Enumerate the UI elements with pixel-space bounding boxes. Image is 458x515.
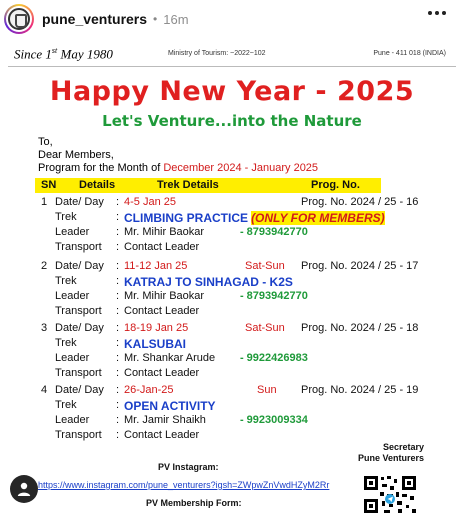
phone-number: 8793942770 (246, 226, 308, 238)
phone-number: 9922426983 (246, 352, 308, 364)
trek-leader-row (35, 226, 435, 240)
intro-dear: Dear Members, (38, 149, 114, 161)
colon: : (116, 305, 120, 317)
headline-title: Happy New Year - 2025 (49, 76, 415, 107)
trek-name: KALSUBAI (124, 337, 186, 351)
phone-number: 8793942770 (246, 290, 308, 302)
colon: : (116, 414, 120, 426)
trek-prog-no: Prog. No. 2024 / 25 - 16 (301, 196, 419, 208)
colon: : (116, 241, 120, 253)
dash: - (240, 226, 244, 238)
user-profile-button[interactable] (10, 475, 38, 503)
dash: - (240, 352, 244, 364)
instagram-link[interactable]: https://www.instagram.com/pune_venturers?igsh=ZWpwZnVwdHZyM2Rr (38, 480, 330, 490)
label-trek: Trek (55, 399, 77, 411)
trek-leader-row (35, 352, 435, 366)
since-date (14, 46, 113, 62)
trek-date-row (35, 322, 435, 336)
trek-sn: 3 (41, 322, 48, 334)
qr-code-graphic (362, 474, 418, 515)
label-transport: Transport (55, 241, 102, 253)
colon: : (116, 275, 120, 287)
user-icon (16, 481, 32, 497)
letterhead (8, 46, 456, 64)
signature-block (358, 442, 424, 464)
trek-leader: Mr. Shankar Arude (124, 352, 216, 364)
label-transport: Transport (55, 367, 102, 379)
more-dot (442, 11, 446, 15)
colon: : (116, 337, 120, 349)
label-date-day: Date/ Day (55, 384, 104, 396)
label-leader: Leader (55, 352, 90, 364)
pv-instagram-label: PV Instagram: (158, 462, 219, 472)
label-date-day: Date/ Day (55, 196, 104, 208)
trek-date-row (35, 196, 435, 210)
since-rest: May 1980 (57, 46, 113, 62)
colon: : (116, 399, 120, 411)
trek-phone[interactable] (240, 290, 308, 302)
header-trek-details: Trek Details (157, 179, 219, 191)
label-transport: Transport (55, 429, 102, 441)
trek-transport: Contact Leader (124, 305, 200, 317)
label-trek: Trek (55, 275, 77, 287)
trek-prog-no: Prog. No. 2024 / 25 - 19 (301, 384, 419, 396)
trek-transport: Contact Leader (124, 241, 200, 253)
letterhead-divider (8, 66, 456, 67)
pv-membership-label: PV Membership Form: (146, 498, 242, 508)
colon: : (116, 226, 120, 238)
trek-sn: 4 (41, 384, 48, 396)
trek-date: 11-12 Jan 25 (124, 260, 188, 272)
avatar[interactable] (4, 4, 34, 34)
trek-day: Sat-Sun (245, 260, 285, 272)
colon: : (116, 322, 120, 334)
trek-leader: Mr. Mihir Baokar (124, 226, 205, 238)
club-logo-icon (8, 8, 30, 30)
header-details: Details (79, 179, 116, 191)
colon: : (116, 352, 120, 364)
trek-date: 18-19 Jan 25 (124, 322, 189, 334)
story-header (0, 0, 458, 38)
trek-sn: 1 (41, 196, 48, 208)
org-name: Pune Venturers (357, 453, 424, 463)
trek-transport-row (35, 429, 435, 443)
trek-name-wrap (124, 211, 385, 225)
trek-leader-row (35, 290, 435, 304)
trek-day: Sun (257, 384, 277, 396)
colon: : (116, 196, 120, 208)
trek-entry-3 (35, 322, 435, 382)
program-poster (8, 42, 456, 515)
since-text: Since 1 (14, 46, 52, 62)
trek-transport: Contact Leader (124, 429, 200, 441)
header-sn: SN (41, 179, 57, 191)
trek-date: 4-5 Jan 25 (124, 196, 176, 208)
trek-name: CLIMBING PRACTICE (124, 211, 248, 225)
trek-leader: Mr. Mihir Baokar (124, 290, 205, 302)
colon: : (116, 260, 120, 272)
qr-code-icon (362, 474, 418, 515)
label-transport: Transport (55, 305, 102, 317)
trek-leader: Mr. Jamir Shaikh (124, 414, 206, 426)
headline-tagline: Let's Venture...into the Nature (102, 112, 362, 130)
colon: : (116, 211, 120, 223)
label-trek: Trek (55, 337, 77, 349)
trek-name-row (35, 337, 435, 351)
trek-transport-row (35, 305, 435, 319)
intro-program (38, 162, 318, 175)
colon: : (116, 290, 120, 302)
label-date-day: Date/ Day (55, 322, 104, 334)
ministry-text: Ministry of Tourism: ~2022~102 (168, 50, 266, 57)
colon: : (116, 367, 120, 379)
trek-date-row (35, 260, 435, 274)
trek-phone[interactable] (240, 226, 308, 238)
trek-sn: 2 (41, 260, 48, 272)
header-prog-no: Prog. No. (311, 179, 360, 191)
more-dot (435, 11, 439, 15)
label-leader: Leader (55, 414, 90, 426)
intro-to: To, (38, 136, 53, 148)
program-month: December 2024 - January 2025 (163, 162, 319, 174)
time-ago: 16m (163, 11, 189, 27)
trek-transport-row (35, 367, 435, 381)
dash: - (240, 414, 244, 426)
trek-leader-row (35, 414, 435, 428)
trek-phone[interactable] (240, 414, 308, 426)
secretary-title: Secretary (382, 442, 424, 452)
trek-phone[interactable] (240, 352, 308, 364)
username[interactable]: pune_venturers (42, 11, 148, 27)
trek-transport: Contact Leader (124, 367, 200, 379)
trek-note: (ONLY FOR MEMBERS) (251, 211, 385, 225)
trek-prog-no: Prog. No. 2024 / 25 - 18 (301, 322, 419, 334)
trek-name-row (35, 211, 435, 225)
program-prefix: Program for the Month of (38, 162, 164, 174)
colon: : (116, 384, 120, 396)
avatar-inner (6, 6, 32, 32)
more-dot (428, 11, 432, 15)
dash: - (240, 290, 244, 302)
trek-name: OPEN ACTIVITY (124, 399, 216, 413)
phone-number: 9923009334 (246, 414, 308, 426)
trek-entry-4 (35, 384, 435, 444)
label-date-day: Date/ Day (55, 260, 104, 272)
separator-dot: • (153, 12, 158, 26)
label-leader: Leader (55, 290, 90, 302)
colon: : (116, 429, 120, 441)
address-text: Pune - 411 018 (INDIA) (373, 50, 446, 57)
trek-transport-row (35, 241, 435, 255)
trek-date: 26-Jan-25 (124, 384, 174, 396)
since-sup: st (51, 46, 58, 55)
trek-prog-no: Prog. No. 2024 / 25 - 17 (301, 260, 419, 272)
trek-name: KATRAJ TO SINHAGAD - K2S (124, 275, 293, 289)
label-leader: Leader (55, 226, 90, 238)
trek-entry-2 (35, 260, 435, 320)
trek-day: Sat-Sun (245, 322, 285, 334)
more-horizontal-icon[interactable] (428, 11, 446, 15)
table-header (35, 178, 381, 193)
intro-block (38, 136, 318, 175)
trek-entry-1 (35, 196, 435, 256)
trek-name-row (35, 399, 435, 413)
trek-name-row (35, 275, 435, 289)
trek-date-row (35, 384, 435, 398)
label-trek: Trek (55, 211, 77, 223)
